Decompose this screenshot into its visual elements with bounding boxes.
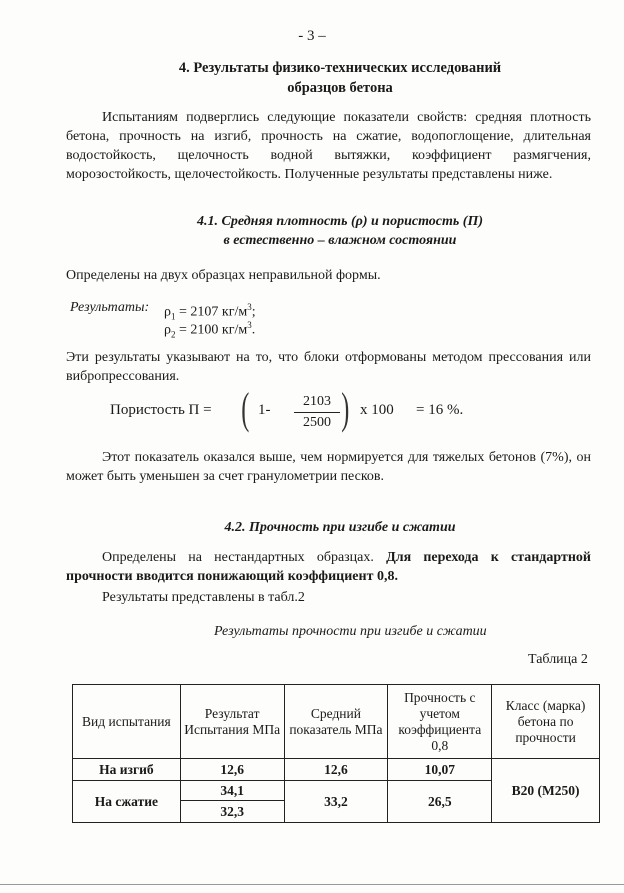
formula-label: Пористость П = xyxy=(110,402,212,418)
concrete-class: В20 (М250) xyxy=(492,759,600,823)
porosity-note: Этот показатель оказался выше, чем нормируется для тяжелых бетонов (7%), он может быть уменьшен за счет гранулометрии песков. xyxy=(66,450,591,484)
strength-text-bold: Для перехода к стандартной прочности вводится понижающий коэффициент 0,8. xyxy=(66,550,591,584)
header-strength: Прочность с учетом коэффициента 0,8 xyxy=(388,685,492,759)
compress-result-1: 34,1 xyxy=(180,781,284,801)
strength-paragraph xyxy=(66,548,591,586)
density-conclusion: Эти результаты указывают на то, что блоки отформованы методом прессования или вибропрессования. xyxy=(66,350,591,384)
results-label: Результаты: xyxy=(70,300,150,315)
header-test-type: Вид испытания xyxy=(73,685,181,759)
strength-text-plain: Определены на нестандартных образцах. xyxy=(102,550,374,565)
density-rho1: $\rho_1 = 2107$ $кг/м^3$; xyxy=(164,302,256,322)
table-label: Таблица 2 xyxy=(528,652,588,667)
samples-text: Определены на двух образцах неправильной формы. xyxy=(66,268,381,283)
compress-label: На сжатие xyxy=(73,781,181,823)
subsection-2-title: 4.2. Прочность при изгибе и сжатии xyxy=(224,520,456,535)
page-bottom-edge xyxy=(0,884,624,885)
intro-paragraph: Испытаниям подверглись следующие показатели свойств: средняя плотность бетона, прочность на изгиб, прочность на сжатие, водопоглощение, длительная водостойкость, щелочность водной вытяжки, коэффициент размягчения, морозостойкость, щелочестойкость. Полученные результаты представлены ниже. xyxy=(66,110,591,182)
formula-denominator: 2500 xyxy=(303,415,331,430)
header-mean: Средний показатель МПа xyxy=(284,685,388,759)
compress-result-2: 32,3 xyxy=(180,801,284,823)
subsection-1-title xyxy=(60,212,620,250)
compress-mean: 33,2 xyxy=(284,781,388,823)
subsection-1-title-line1: 4.1. Средняя плотность (ρ) и пористость (П) xyxy=(196,214,483,229)
results-table xyxy=(72,684,600,823)
formula-numerator: 2103 xyxy=(303,394,331,409)
bend-result: 12,6 xyxy=(180,759,284,781)
table-caption: Результаты прочности при изгибе и сжатии xyxy=(214,624,487,639)
section-title-line2: образцов бетона xyxy=(287,80,393,96)
formula-result: = 16 %. xyxy=(416,402,464,418)
table-row-bend xyxy=(73,759,600,781)
header-class: Класс (марка) бетона по прочности xyxy=(492,685,600,759)
header-result: Результат Испытания МПа xyxy=(180,685,284,759)
formula-one-minus: 1- xyxy=(258,402,271,418)
table-header-row xyxy=(73,685,600,759)
compress-strength: 26,5 xyxy=(388,781,492,823)
subsection-1-title-line2: в естественно – влажном состоянии xyxy=(223,233,457,248)
formula-fraction xyxy=(294,394,340,431)
bend-strength: 10,07 xyxy=(388,759,492,781)
density-rho2: $\rho_2 = 2100$ $кг/м^3$. xyxy=(164,320,256,340)
bend-mean: 12,6 xyxy=(284,759,388,781)
section-title xyxy=(60,58,620,98)
table-reference: Результаты представлены в табл.2 xyxy=(102,590,305,605)
bend-label: На изгиб xyxy=(73,759,181,781)
section-title-line1: 4. Результаты физико-технических исследований xyxy=(178,60,502,76)
formula-multiplier: x 100 xyxy=(360,402,394,418)
page-number: - 3 – xyxy=(298,28,326,44)
